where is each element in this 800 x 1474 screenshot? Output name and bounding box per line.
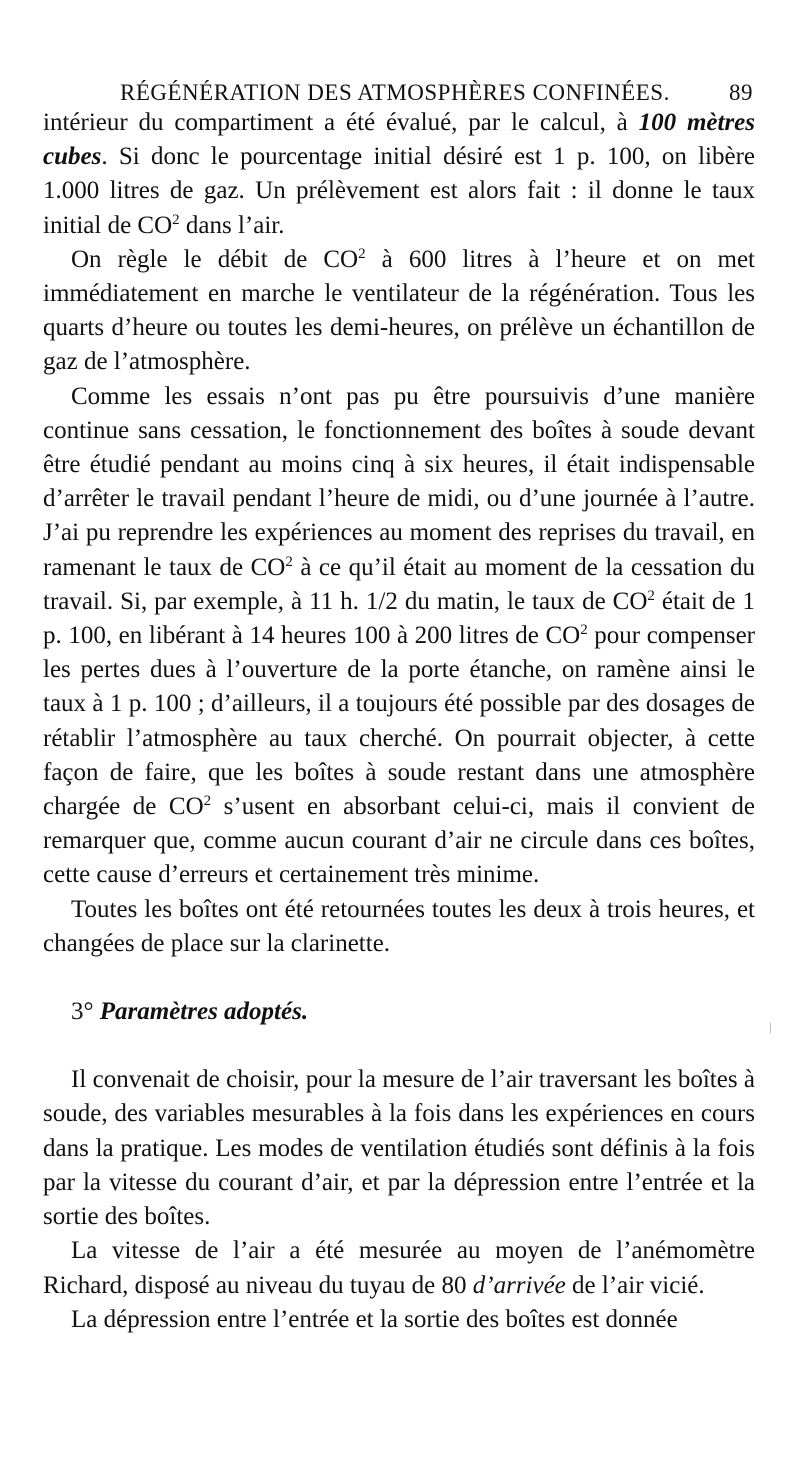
running-head — [43, 70, 755, 106]
paragraph-debit — [43, 243, 755, 380]
text-run: intérieur du compartiment a été évalué, par le calcul, à — [43, 109, 639, 136]
superscript: 2 — [358, 245, 366, 262]
section-title: Paramètres adoptés. — [99, 998, 309, 1026]
emphasis-arrivee: d’arrivée — [472, 1271, 566, 1299]
page-number: 89 — [729, 80, 753, 105]
text-run: pour compenser les pertes dues à l’ouverture de la porte étanche, on ramène ainsi le taux à 1 p. 100 ; d’ailleurs, il a toujours été possible par des dosages de rétablir l’atmosphère au taux cherché. On pourrait objecter, à cette façon de faire, que les boîtes à soude restant dans une atmosphère chargée de CO — [43, 622, 756, 821]
paragraph-essais — [43, 380, 755, 893]
body-text — [43, 106, 755, 1337]
superscript: 2 — [285, 553, 293, 570]
paragraph-parametres: Il convenait de choisir, pour la mesure de l’air traversant les boîtes à soude, des variables mesurables à la fois dans les expériences en cours dans la pratique. Les modes de ventilation étudiés sont définis à la fois par la vitesse du courant d’air, et par la dépression entre l’entrée et la sortie des boîtes. — [43, 1066, 755, 1231]
paragraph-vitesse — [43, 1234, 755, 1302]
paragraph-depression: La dépression entre l’entrée et la sortie des boîtes est donnée — [71, 1305, 678, 1333]
text-run: Comme les essais n’ont pas pu être poursuivis d’une manière continue sans cessation, le fonctionnement des boîtes à soude devant être étudié pendant au moins cinq à six heures, il était indispensable d’arrêter le travail pendant l’heure de midi, ou d’une journée à l’autre. J’ai pu reprendre les expériences au moment des reprises du travail, en ramenant le taux de CO — [43, 382, 755, 581]
text-run: à 600 litres à l’heure et on met immédiatement en marche le ventilateur de la régénération. Tous les quarts d’heure ou toutes les demi-heures, on prélève un échantillon de gaz de l’atmosphère. — [43, 245, 756, 376]
text-run: dans l’air. — [179, 211, 285, 239]
paragraph-boites: Toutes les boîtes ont été retournées toutes les deux à trois heures, et changées de place sur la clarinette. — [43, 895, 755, 957]
paragraph-continued — [43, 106, 755, 243]
book-page — [43, 70, 755, 1337]
text-run: . Si donc le pourcentage initial désiré est 1 p. 100, on libère 1.000 litres de gaz. Un prélèvement est alors fait : il donne le taux initial de CO — [43, 143, 755, 239]
text-run: était de 1 p. 100, en libérant à 14 heures 100 à 200 litres de CO — [43, 587, 755, 650]
superscript: 2 — [580, 622, 588, 639]
text-run: s’usent en absorbant celui-ci, mais il convient de remarquer que, comme aucun courant d’air ne circule dans ces boîtes, cette cause d’erreurs et certainement très minime. — [43, 793, 755, 889]
text-run: La vitesse de l’air a été mesurée au moyen de l’anémomètre Richard, disposé au niveau du tuyau de 80 — [43, 1237, 755, 1299]
section-heading — [43, 995, 755, 1029]
margin-mark — [770, 1023, 771, 1033]
running-head-title: RÉGÉNÉRATION DES ATMOSPHÈRES CONFINÉES. — [120, 80, 670, 105]
text-run: On règle le débit de CO — [71, 245, 359, 273]
text-run: à ce qu’il était au moment de la cessation du travail. Si, par exemple, à 11 h. 1/2 du matin, le taux de CO — [43, 553, 755, 615]
superscript: 2 — [647, 587, 655, 604]
text-run: de l’air vicié. — [565, 1271, 705, 1299]
section-number: 3° — [71, 998, 94, 1026]
superscript: 2 — [203, 793, 212, 810]
superscript: 2 — [172, 211, 180, 228]
emphasis-volume: 100 mètres cubes — [43, 109, 756, 171]
